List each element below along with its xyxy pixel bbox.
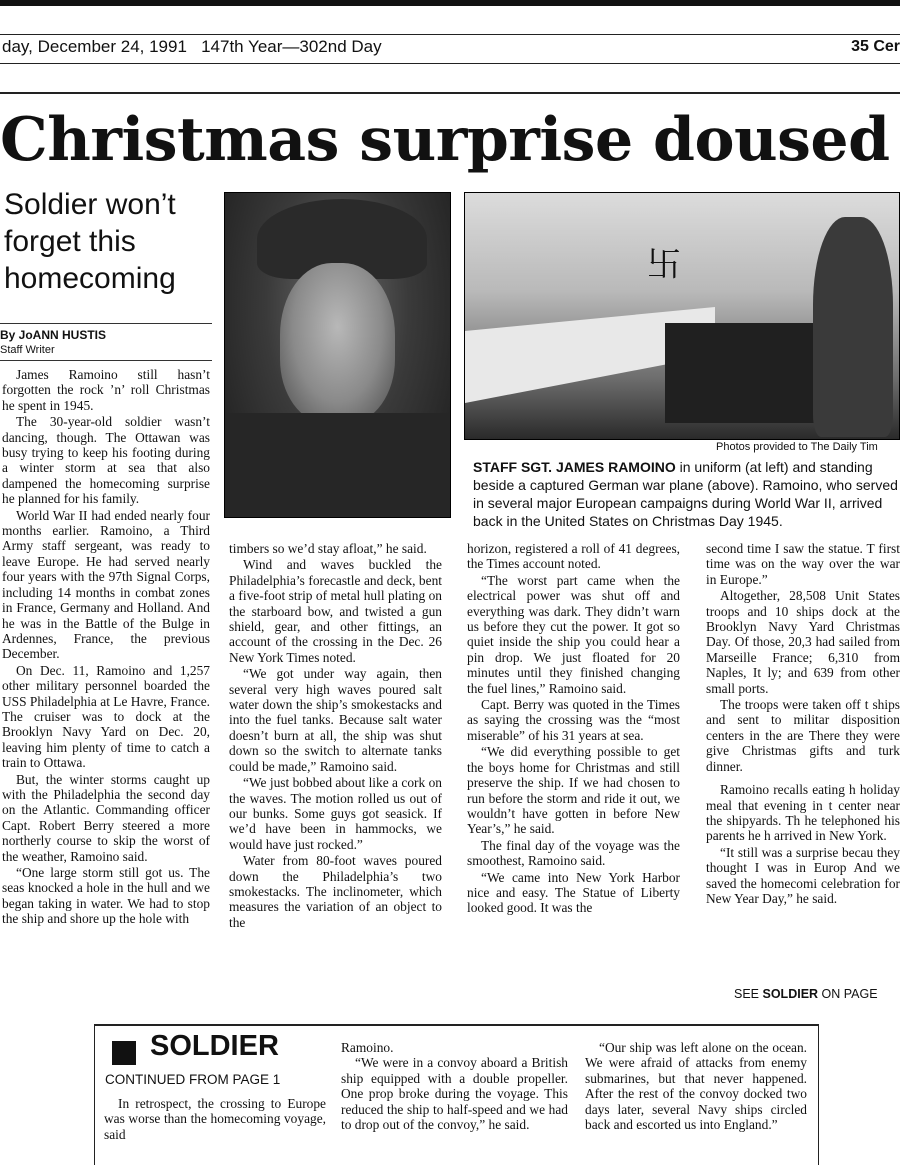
article-column-1: [2, 367, 210, 1002]
warplane-photo: [464, 192, 900, 440]
paragraph: In retrospect, the crossing to Europe was worse than the homecoming voyage, said: [104, 1096, 326, 1142]
byline-role: Staff Writer: [0, 344, 55, 356]
paragraph: “We got under way again, then several very high waves poured salt water down the ship’s smokestacks and into the fuel tanks. Because salt water doesn’t burn at all, the ship was shut down so the switch to alternate tanks could be made,” Ramoino said.: [229, 666, 442, 774]
caption-lead: STAFF SGT. JAMES RAMOINO: [473, 459, 676, 475]
tail-insignia-icon: 卐: [647, 245, 681, 285]
paragraph: The 30-year-old soldier wasn’t dancing, though. The Ottawan was busy trying to keep his footing during a winter storm at sea that also dampened the homecoming surprise he planned for his family.: [2, 414, 210, 507]
jump-column-3: [585, 1040, 807, 1132]
top-rule: [0, 0, 900, 6]
byline-rule: [0, 360, 212, 361]
paragraph: “We came into New York Harbor nice and easy. The Statue of Liberty looked good. It was the: [467, 869, 680, 916]
square-bullet-icon: [112, 1041, 136, 1065]
jump-column-2: [341, 1040, 568, 1132]
continuation-note: [734, 987, 900, 1001]
paragraph: The final day of the voyage was the smoothest, Ramoino said.: [467, 837, 680, 869]
jump-title: SOLDIER: [150, 1030, 279, 1062]
paragraph: “We were in a convoy aboard a British ship equipped with a double propeller. One prop broke during the voyage. This reduced the ship to half-speed and we had to drop out of the convoy,” he said.: [341, 1055, 568, 1133]
jump-column-1: [104, 1096, 326, 1142]
see-text: SEE: [734, 987, 763, 1001]
paragraph: But, the winter storms caught up with the Philadelphia the second day on the Atlantic. Commanding officer Capt. Robert Berry steered a more northerly course to skip the worst of the weather, Ramoino said.: [2, 771, 210, 864]
standing-soldier: [813, 217, 893, 437]
paragraph: “We just bobbed about like a cork on the waves. The motion rolled us out of our bunks. Some guys got seasick. If we’d have been in hammocks, we would have just rocked.”: [229, 775, 442, 852]
paragraph: Altogether, 28,508 Unit States troops and 10 ships dock at the Brooklyn Navy Yard Christmas Day. Of those, 20,3 had sailed from Marseille France; 6,310 from Naples, It ly; and 639 from other small ports.: [706, 588, 900, 696]
article-column-3: [467, 541, 680, 1003]
paragraph: timbers so we’d stay afloat,” he said.: [229, 541, 427, 556]
portrait-photo: [224, 192, 451, 518]
soldier-face: [280, 263, 395, 423]
paragraph: “Our ship was left alone on the ocean. We were afraid of attacks from enemy submarines, but that never happened. After the rest of the convoy docked two days later, several Navy ships circled back and escorted us into England.”: [585, 1040, 807, 1133]
subhead-rule: [0, 323, 212, 324]
paragraph: second time I saw the statue. T first time was on the way over the war in Europe.”: [706, 541, 900, 587]
masthead-date: day, December 24, 1991 147th Year—302nd Day: [2, 37, 382, 56]
caption-text: in uniform (at left) and standing beside a captured German war plane (above). Ramoino, who served in several major European campaigns during World War II, arrived back in the United States on Christmas Day 1945.: [473, 459, 898, 529]
paragraph: Ramoino.: [341, 1040, 394, 1055]
paragraph: Ramoino recalls eating h holiday meal that evening in t center near the shipyards. Th he telephoned his parents he h arrived in New York.: [706, 782, 900, 844]
paragraph: “We did everything possible to get the boys home for Christmas and still preserve the ship. If we had chosen to run before the storm and ride it out, we wouldn’t have gotten in before New Year’s,” he said.: [467, 744, 680, 837]
paragraph: “It still was a surprise becau they thought I was in Europ And we saved the homecomi celebration for New Year Day,” he said.: [706, 844, 900, 906]
paragraph: World War II had ended nearly four months earlier. Ramoino, a Third Army staff sergeant, was ready to leave Europe. He had served nearly four years with the 97th Signal Corps, including 14 months in combat zones in France, Germany and Holland. And he was in the Battle of the Bulge in Ardennes, France, the previous December.: [2, 507, 210, 662]
paragraph: “One large storm still got us. The seas knocked a hole in the hull and we began taking in water. We had to stop the ship and shore up the hole with: [2, 865, 210, 927]
see-jump-word: SOLDIER: [762, 987, 819, 1001]
paragraph: “The worst part came when the electrical power was shut off and everything was dark. They didn’t warn us before they cut the power. It got so quiet inside the ship you could hear a pin drop. We just floated for 20 minutes until they finished changing the fuel lines,” Ramoino said.: [467, 572, 680, 696]
paragraph: James Ramoino still hasn’t forgotten the rock ’n’ roll Christmas he spent in 1945.: [2, 367, 210, 413]
masthead-rule: [0, 92, 900, 94]
subheadline: Soldier won’t forget this homecoming: [4, 188, 176, 295]
masthead-price: 35 Cer: [851, 38, 900, 55]
byline: By JoANN HUSTIS: [0, 328, 107, 342]
uniform-coat: [225, 413, 451, 518]
article-column-2: [229, 541, 442, 1003]
paragraph: Water from 80-foot waves poured down the Philadelphia’s two smokestacks. The inclinometer, which measures the variation of an object to the: [229, 853, 442, 930]
paragraph: Capt. Berry was quoted in the Times as saying the crossing was the “most miserable” of his 31 years at sea.: [467, 697, 680, 743]
article-column-4: [706, 541, 900, 981]
jump-continued-label: CONTINUED FROM PAGE 1: [105, 1072, 281, 1087]
headline: Christmas surprise doused: [0, 105, 890, 175]
paragraph: On Dec. 11, Ramoino and 1,257 other military personnel boarded the USS Philadelphia at Le Havre, France. The cruiser was to dock at the Brooklyn Navy Yard on Dec. 20, leaving him plenty of time to catch a train to Ottawa.: [2, 662, 210, 771]
paragraph: The troops were taken off t ships and sent to militar disposition centers in the are There they were give Christmas gifts and turk dinner.: [706, 697, 900, 774]
see-page-text: ON PAGE: [818, 987, 878, 1001]
paragraph: horizon, registered a roll of 41 degrees, the Times account noted.: [467, 541, 680, 572]
paragraph: Wind and waves buckled the Philadelphia’s forecastle and deck, bent a five-foot strip of metal hull plating on the starboard bow, and twisted a gun shield, gear, and other fittings, an account of the crossing in the Dec. 26 New York Times noted.: [229, 557, 442, 665]
masthead: [0, 34, 900, 64]
photo-caption: [473, 458, 900, 530]
photo-credit: Photos provided to The Daily Tim: [716, 441, 878, 453]
